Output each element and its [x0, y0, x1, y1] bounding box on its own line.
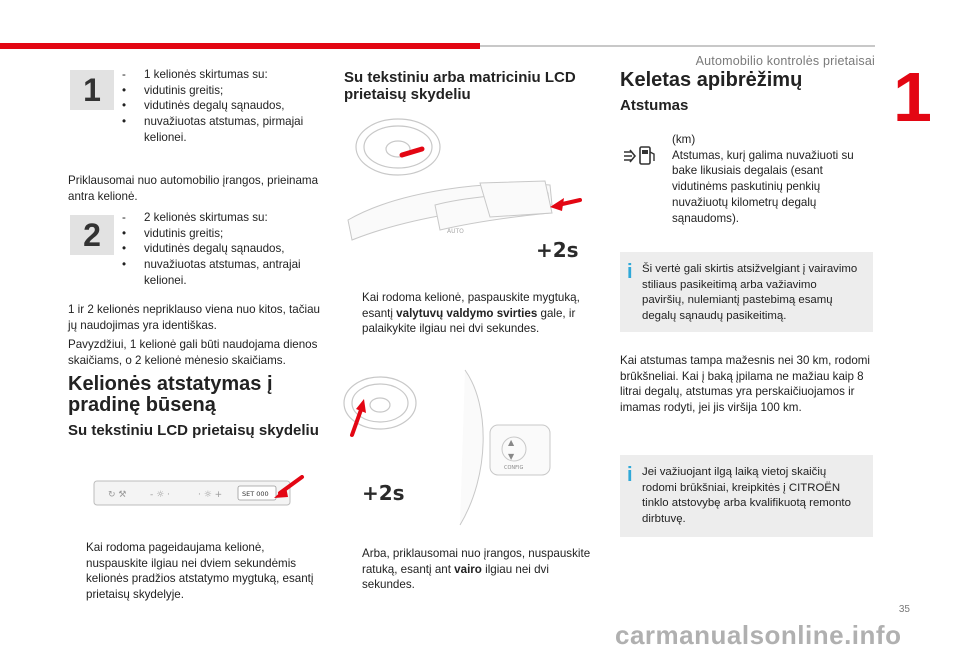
- two-seconds-badge: +2s: [536, 238, 579, 262]
- info-box-variation: i Ši vertė gali skirtis atsižvelgiant į vairavimo stiliaus pasikeitimą arba važiavimo paviršių, nulemiantį pastebimą esamų degalų sąnaudų pasikeitimą.: [620, 252, 873, 332]
- svg-text:▲: ▲: [508, 438, 515, 447]
- panel-set-label: SET 000: [242, 490, 269, 498]
- km-unit: (km): [672, 133, 696, 146]
- svg-text:▼: ▼: [508, 452, 515, 461]
- header-gray-rule: [480, 45, 875, 47]
- svg-text:· ☼ +: · ☼ +: [198, 490, 223, 500]
- km-description: Atstumas, kurį galima nuvažiuoti su bake likusiais degalais (esant vidutinėms paskutinių penkių nuvažiuotų kilometrų degalų sąnaudoms).: [672, 148, 854, 225]
- page-number: 35: [898, 604, 910, 615]
- fuel-range-icon: [622, 144, 658, 166]
- paragraph-distance-dashes: Kai atstumas tampa mažesnis nei 30 km, rodomi brūkšneliai. Kai į baką įpilama ne mažiau kaip 8 litrai degalų, atstumas yra perskaičiuojamos ir imamas rodyti, jei jis viršija 100 km.: [620, 354, 871, 415]
- chapter-number: 1: [893, 58, 932, 136]
- svg-text:↻ ⚒: ↻ ⚒: [108, 490, 127, 500]
- trip-1-badge: 1: [70, 70, 114, 110]
- list-item: - 1 kelionės skirtumas su:: [122, 68, 268, 81]
- lcd-subheading: Su tekstiniu LCD prietaisų skydeliu: [68, 422, 319, 439]
- header-red-bar: [0, 43, 480, 49]
- distance-definition: [672, 132, 872, 226]
- two-seconds-badge: +2s: [362, 481, 405, 505]
- steering-wheel-illustration: [340, 365, 602, 530]
- list-item: • vidutinis greitis;: [122, 226, 224, 240]
- list-item: • nuvažiuotas atstumas, antrajai kelionei.: [122, 258, 301, 287]
- paragraph-example: Pavyzdžiui, 1 kelionė gali būti naudojama dienos skaičiams, o 2 kelionė mėnesio skaičiams.: [68, 338, 318, 367]
- page-section-title: Automobilio kontrolės prietaisai: [695, 54, 875, 68]
- trip-1-list: [122, 67, 322, 146]
- wiper-stalk-illustration: [340, 105, 602, 270]
- wheel-config-label: CONFIG: [504, 465, 524, 471]
- definitions-heading: Keletas apibrėžimų: [620, 69, 803, 91]
- paragraph-depending-equipment: Priklausomai nuo automobilio įrangos, prieinama antra kelionė.: [68, 174, 319, 203]
- info-icon: i: [627, 261, 633, 283]
- list-item: - 2 kelionės skirtumas su:: [122, 211, 268, 224]
- list-item: • vidutinės degalų sąnaudos,: [122, 242, 285, 256]
- stalk-auto-label: AUTO: [447, 228, 464, 235]
- svg-text:- ☼ ·: - ☼ ·: [150, 490, 170, 500]
- matrix-heading: Su tekstiniu arba matriciniu LCD prietaisų skydeliu: [344, 69, 576, 103]
- reset-heading: Kelionės atstatymas į pradinę būseną: [68, 373, 273, 416]
- matrix-step-wheel: Arba, priklausomai nuo įrangos, nuspauskite ratuką, esantį ant vairo ilgiau nei dvi sekundes.: [362, 547, 591, 592]
- list-item: • nuvažiuotas atstumas, pirmajai kelionei.: [122, 115, 304, 144]
- trip-2-badge: 2: [70, 215, 114, 255]
- info-icon: i: [627, 464, 633, 486]
- distance-subheading: Atstumas: [620, 97, 689, 114]
- trip-2-list: [122, 210, 322, 289]
- paragraph-independent-trips: 1 ir 2 kelionės nepriklauso viena nuo kitos, tačiau jų naudojimas yra identiškas.: [68, 303, 320, 332]
- instrument-panel-illustration: [80, 475, 310, 525]
- reset-step-1: Kai rodoma pageidaujama kelionė, nuspauskite ilgiau nei dviem sekundėmis kelionės pradžios atstatymo mygtuką, esantį prietaisų skydelyje.: [86, 541, 314, 602]
- watermark: carmanualsonline.info: [615, 620, 902, 649]
- matrix-step-stalk: Kai rodoma kelionė, paspauskite mygtuką, esantį valytuvų valdymo svirties gale, ir palaikykite ilgiau nei dvi sekundes.: [362, 291, 580, 336]
- list-item: • vidutinis greitis;: [122, 83, 224, 97]
- list-item: • vidutinės degalų sąnaudos,: [122, 99, 285, 113]
- info-box-dealer: i Jei važiuojant ilgą laiką vietoj skaičių rodomi brūkšniai, kreipkitės į CITROËN tinklo atstovybę arba kvalifikuotą remonto dirbtuvę.: [620, 455, 873, 537]
